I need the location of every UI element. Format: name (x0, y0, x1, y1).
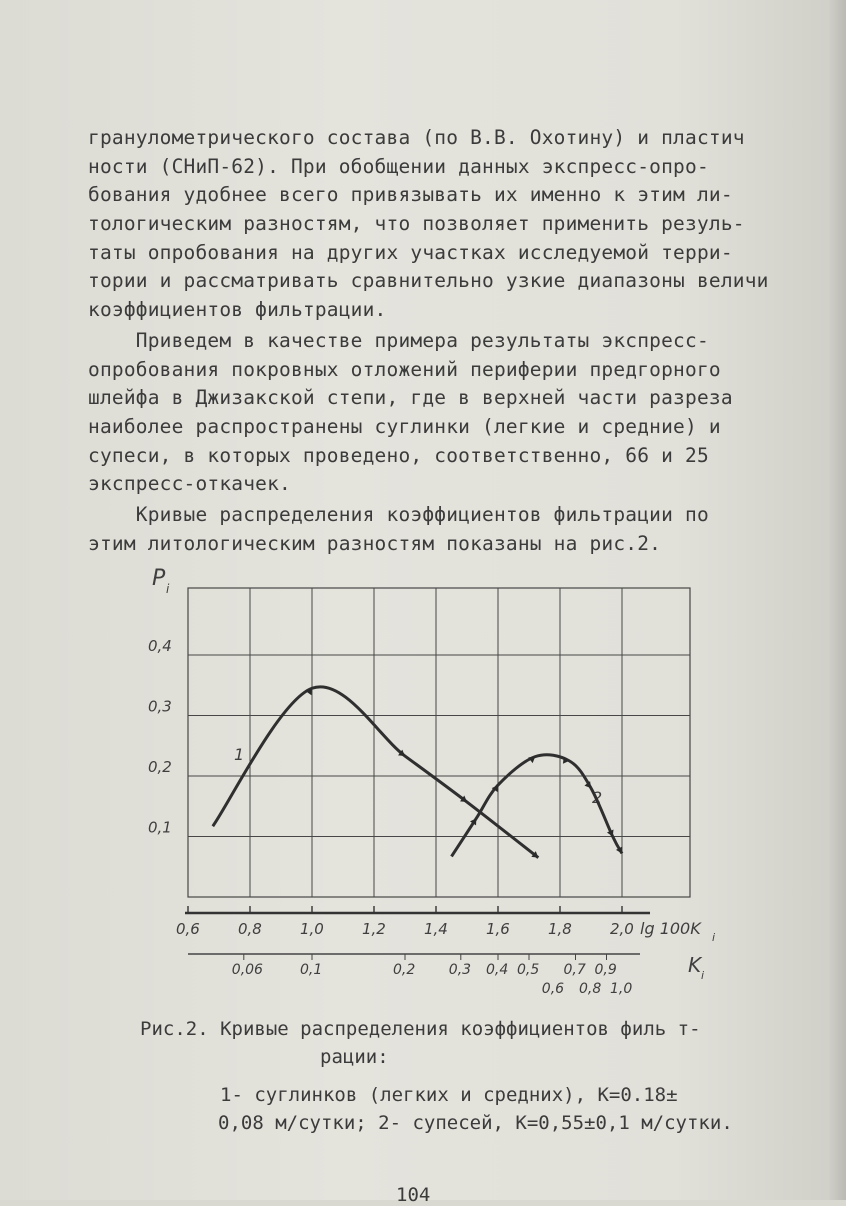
x-tick-label: 1,0 (300, 920, 324, 938)
caption-legend-1: 1- суглинков (легких и средних), K=0.18± (220, 1084, 678, 1106)
text-line: этим литологическим разностям показаны на рис.2. (88, 531, 662, 555)
series-2-label: 2 (592, 788, 603, 807)
text-line: тологическим разностям, что позволяет применить резуль- (88, 212, 745, 236)
text-line: тории и рассматривать сравнительно узкие диапазоны величи (88, 269, 769, 293)
text-line: таты опробования на других участках исследуемой терри- (88, 240, 733, 264)
k-axis-label-subscript: i (701, 969, 705, 982)
k-tick-label: 0,9 (594, 962, 617, 978)
text-line: ности (СНиП-62). При обобщении данных экспресс-опро- (88, 154, 709, 178)
figure-caption (140, 1015, 840, 1137)
chart-series (213, 687, 622, 858)
x-tick-label: 1,8 (548, 920, 572, 938)
chart-labels (148, 566, 715, 997)
text-line: супеси, в которых проведено, соответственно, 66 и 25 (88, 443, 709, 467)
y-axis-label: P (152, 566, 166, 591)
text-line: наиболее распространены суглинки (легкие и средние) и (88, 414, 721, 438)
text-line: экспресс-откачек. (88, 472, 291, 496)
text-line: шлейфа в Джизакской степи, где в верхней части разреза (88, 386, 733, 410)
k-tick-label: 0,6 (541, 981, 565, 997)
k-axis-label: K (688, 953, 702, 977)
x-tick-label: 2,0 (610, 920, 634, 938)
caption-legend-2: 0,08 м/сутки; 2- супесей, K=0,55±0,1 м/сутки. (218, 1112, 733, 1134)
x-tick-label: 1,6 (486, 920, 510, 938)
text-line: опробования покровных отложений периферии предгорного (88, 357, 721, 381)
series-1-line (213, 687, 539, 858)
caption-title-cont: рации: (320, 1046, 389, 1068)
series-1-label: 1 (234, 745, 245, 764)
y-axis-label-subscript: i (166, 582, 170, 596)
k-tick-label: 0,7 (563, 962, 586, 978)
caption-title: Рис.2. Кривые распределения коэффициентов филь т- (140, 1018, 701, 1040)
k-tick-label: 0,8 (579, 981, 602, 997)
x-tick-label: 1,4 (424, 920, 448, 938)
x-tick-label: 0,8 (238, 920, 262, 938)
x-tick-label: 0,6 (176, 920, 200, 938)
y-tick-label: 0,1 (148, 818, 172, 837)
text-line: Приведем в качестве примера результаты экспресс- (88, 328, 709, 352)
k-tick-label: 0,3 (448, 962, 472, 978)
x-axis-label-subscript: i (712, 931, 716, 944)
k-tick-label: 0,5 (517, 962, 540, 978)
y-tick-label: 0,4 (148, 637, 172, 655)
text-line: бования удобнее всего привязывать их именно к этим ли- (88, 183, 733, 207)
x-axis-label: lg 100K (640, 919, 701, 938)
k-tick-label: 0,4 (486, 962, 509, 978)
k-tick-label: 1,0 (610, 981, 633, 997)
k-tick-label: 0,06 (231, 962, 263, 978)
x-tick-label: 1,2 (362, 920, 386, 938)
text-line: Кривые распределения коэффициентов фильтрации по (88, 502, 709, 526)
y-tick-label: 0,3 (148, 697, 172, 716)
text-line: коэффициентов фильтрации. (88, 298, 387, 322)
page-number: 104 (396, 1184, 431, 1206)
k-tick-label: 0,2 (393, 962, 416, 978)
text-line: гранулометрического состава (по В.В. Охотину) и пластич (88, 126, 745, 149)
y-tick-label: 0,2 (148, 758, 172, 776)
k-tick-label: 0,1 (300, 962, 323, 978)
